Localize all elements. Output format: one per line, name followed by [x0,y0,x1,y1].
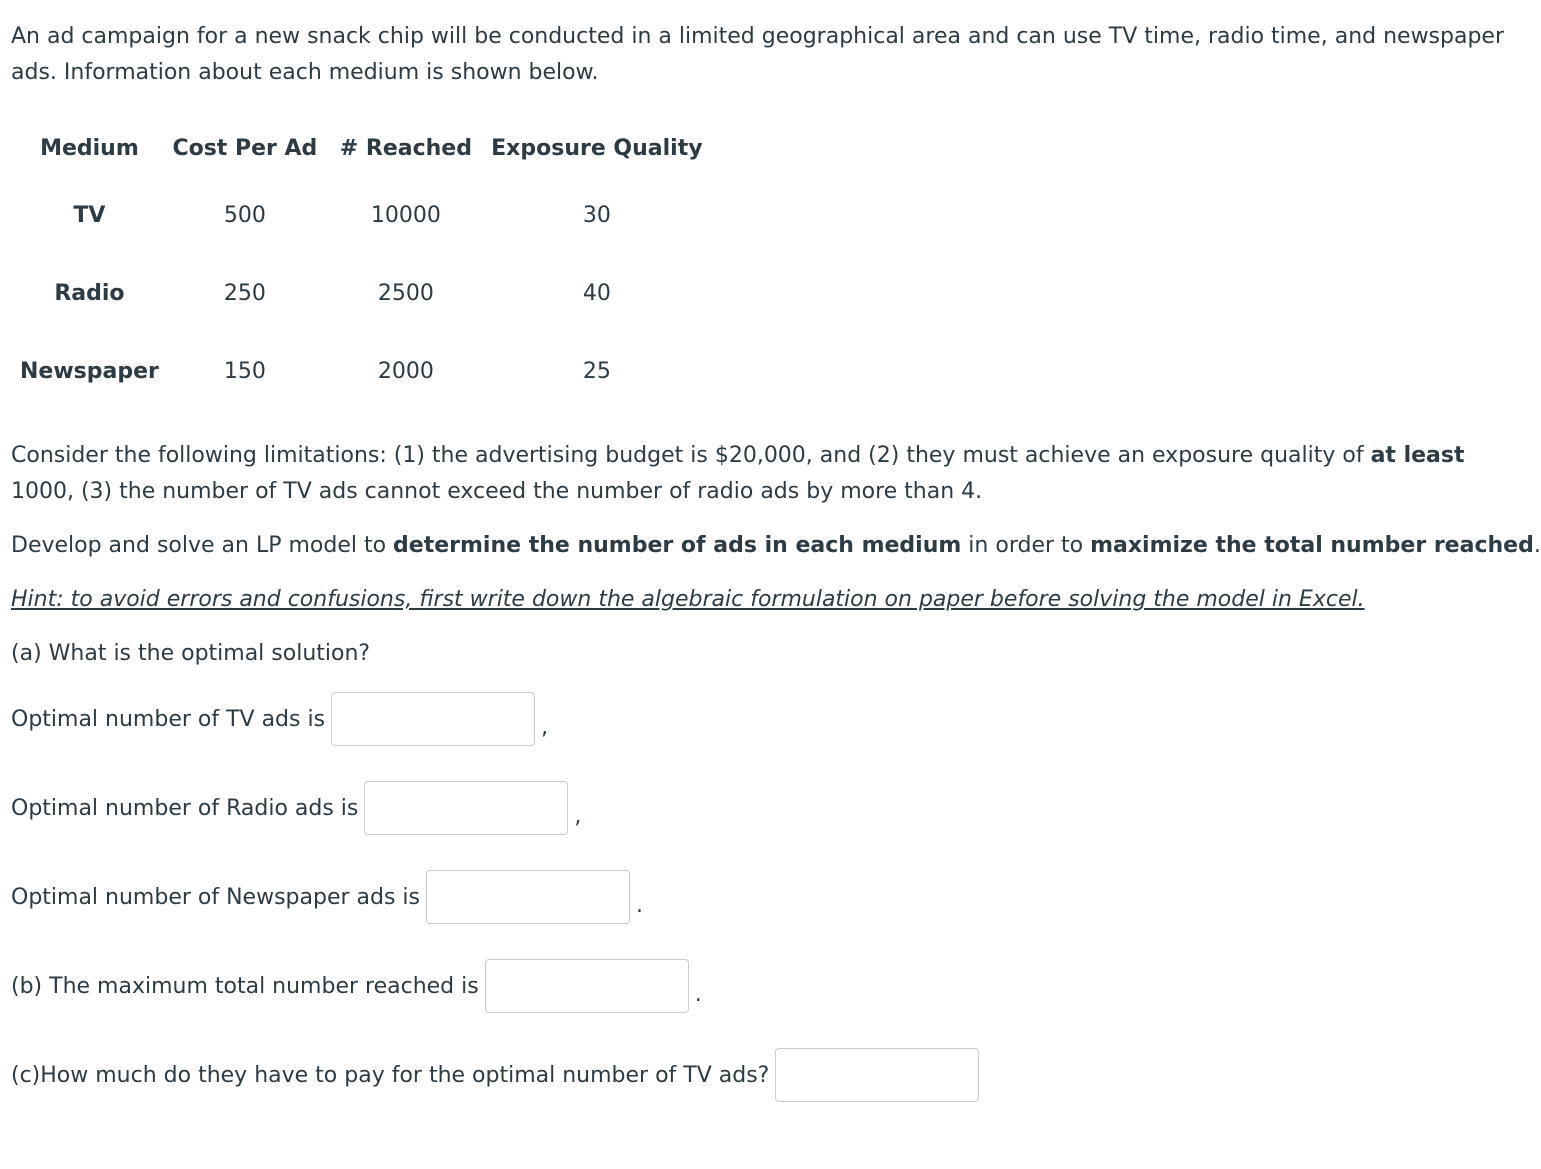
answer-label-tv-cost: (c)How much do they have to pay for the optimal number of TV ads? [11,1062,770,1088]
answer-label-max-reached: (b) The maximum total number reached is [11,973,479,999]
develop-text-post: . [1533,533,1541,558]
radio-ads-input[interactable] [364,781,568,835]
newspaper-ads-input[interactable] [426,870,630,924]
punctuation: . [636,892,643,918]
develop-bold-1: determine the number of ads in each medium [393,533,962,558]
limitations-text: Consider the following limitations: (1) the advertising budget is $20,000, and (2) they must achieve an exposure quality of [11,443,1371,468]
table-header-row [20,120,713,176]
punctuation: . [694,981,702,1007]
punctuation: , [541,714,549,740]
max-reached-input[interactable] [485,959,689,1013]
develop-text-pre: Develop and solve an LP model to [11,533,394,558]
limitations-line-1 [11,438,1465,474]
limitations-line-2: 1000, (3) the number of TV ads cannot exceed the number of radio ads by more than 4. [11,479,983,504]
hint-text: Hint: to avoid errors and confusions, first write down the algebraic formulation on paper before solving the model in Excel. [11,587,1365,612]
tv-cost-input[interactable] [775,1048,979,1102]
cell-medium: Newspaper [20,358,159,384]
intro-line-1: An ad campaign for a new snack chip will be conducted in a limited geographical area and can use TV time, radio time, and newspaper [11,24,1505,49]
answer-row-tv [11,692,548,746]
cell-cost: 150 [223,358,266,384]
cell-medium: TV [73,202,106,228]
intro-line-2: ads. Information about each medium is shown below. [11,60,599,85]
header-reached: # Reached [339,135,472,161]
cell-cost: 250 [223,280,266,306]
header-cost-per-ad: Cost Per Ad [172,135,318,161]
cell-exposure: 40 [582,280,611,306]
table-row-radio [20,254,713,332]
tv-ads-input[interactable] [331,692,535,746]
question-a: (a) What is the optimal solution? [11,641,371,666]
cell-reached: 2000 [377,358,434,384]
answer-row-newspaper [11,870,643,924]
develop-bold-2: maximize the total number reached [1090,533,1534,558]
table-row-newspaper [20,332,713,410]
cell-cost: 500 [223,202,266,228]
develop-text-mid: in order to [961,533,1091,558]
media-info-table [20,120,713,410]
cell-medium: Radio [54,280,125,306]
answer-row-radio [11,781,581,835]
header-exposure-quality: Exposure Quality [491,135,703,161]
table-row-tv [20,176,713,254]
punctuation: , [574,803,582,829]
cell-reached: 10000 [370,202,441,228]
limitations-bold: at least [1370,443,1465,468]
answer-label-tv: Optimal number of TV ads is [11,706,326,732]
header-medium: Medium [40,135,139,161]
answer-row-tv-cost [11,1048,979,1102]
cell-reached: 2500 [377,280,434,306]
develop-instruction [11,528,1541,564]
answer-label-newspaper: Optimal number of Newspaper ads is [11,884,420,910]
answer-row-max-reached [11,959,702,1013]
answer-label-radio: Optimal number of Radio ads is [11,795,359,821]
cell-exposure: 30 [582,202,611,228]
cell-exposure: 25 [582,358,611,384]
